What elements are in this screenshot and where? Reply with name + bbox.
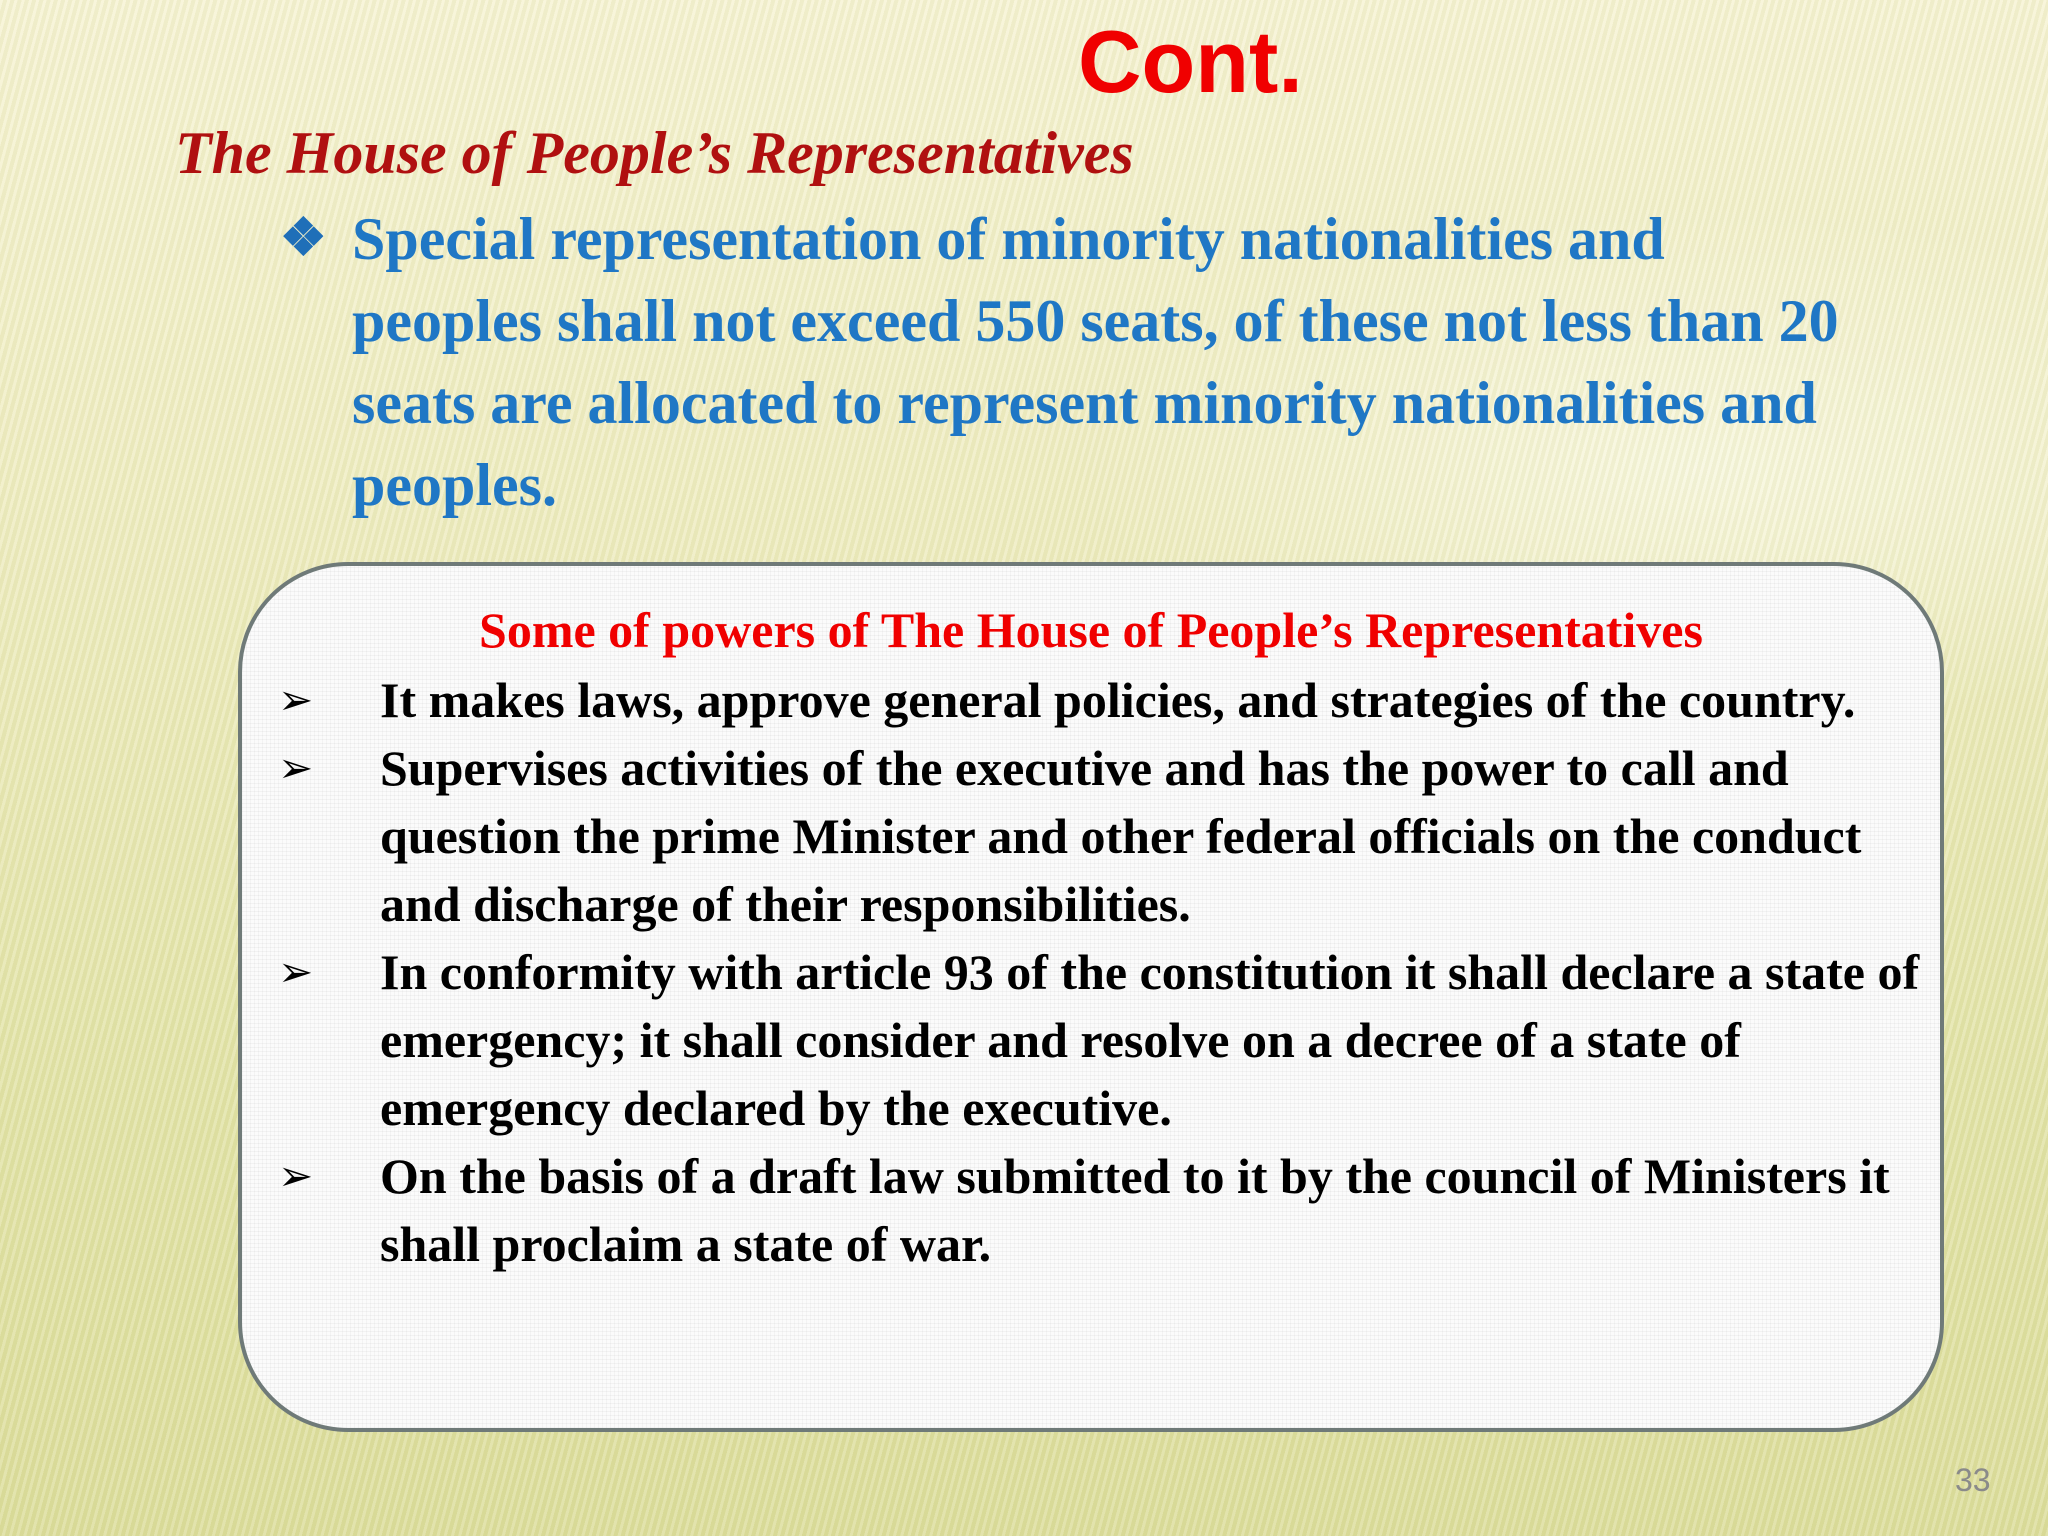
power-item [278,938,1948,1142]
powers-heading: Some of powers of The House of People’s Representatives [479,602,1703,658]
arrow-bullet-icon: ➢ [278,1151,314,1200]
diamond-bullet-icon: ❖ [280,210,327,267]
power-item-text: It makes laws, approve general policies, and strategies of the country. [380,672,1856,728]
power-item [278,666,1948,734]
powers-list [278,666,1948,1278]
power-item-text: Supervises activities of the executive and has the power to call and question the prime Minister and other federal officials on the conduct and discharge of their responsibilities. [380,740,1862,932]
arrow-bullet-icon: ➢ [278,675,314,724]
power-item [278,734,1948,938]
main-bullet [280,198,1880,526]
powers-box [238,562,1944,1432]
power-item [278,1142,1948,1278]
slide-subtitle: The House of People’s Representatives [175,120,1134,186]
page-number: 33 [1955,1462,1991,1498]
main-bullet-text: Special representation of minority nationalities and peoples shall not exceed 550 seats, of these not less than 20 seats are allocated to represent minority nationalities and peoples. [352,206,1839,518]
power-item-text: In conformity with article 93 of the constitution it shall declare a state of emergency; it shall consider and resolve on a decree of a state of emergency declared by the executive. [380,944,1920,1136]
arrow-bullet-icon: ➢ [278,743,314,792]
power-item-text: On the basis of a draft law submitted to it by the council of Ministers it shall proclaim a state of war. [380,1148,1890,1272]
slide-title: Cont. [1078,12,1303,111]
arrow-bullet-icon: ➢ [278,947,314,996]
